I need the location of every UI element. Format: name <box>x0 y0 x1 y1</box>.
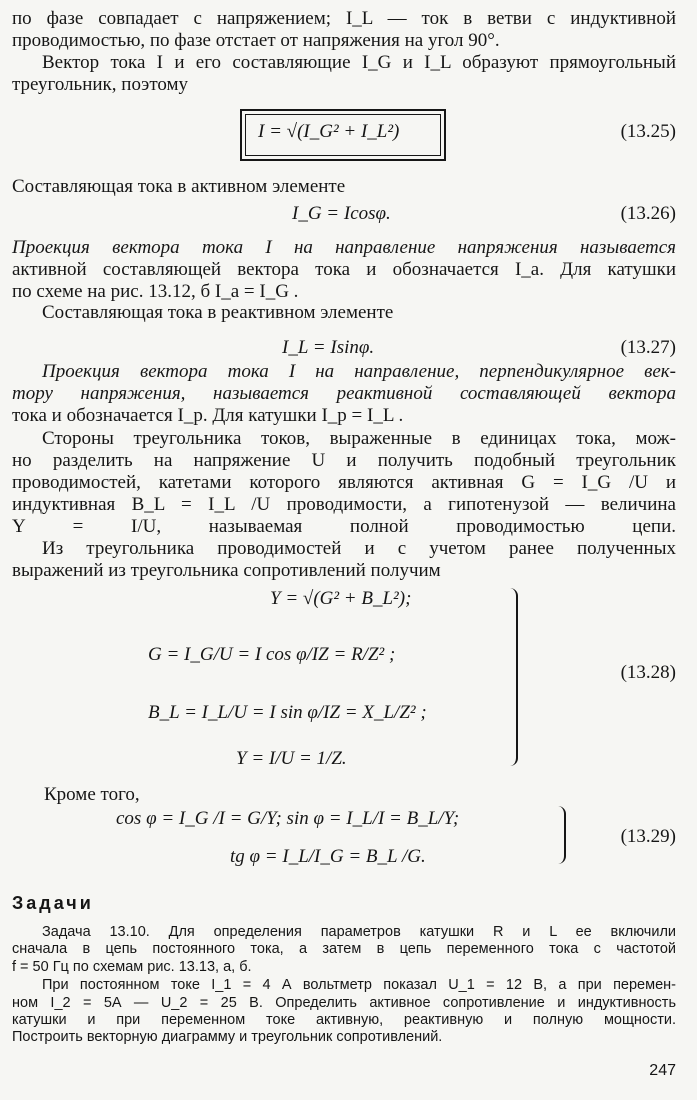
text-line: тору напряжения, называется реактивной составляющей вектора <box>12 383 676 404</box>
formula-13-28-y: Y = I/U = 1/Z. <box>236 748 347 769</box>
section-heading: Задачи <box>12 893 94 913</box>
task-line: катушки и при переменном токе активную, реактивную и полную мощности. <box>12 1012 676 1028</box>
equation-number: (13.25) <box>620 121 676 142</box>
task-line: Задача 13.10. Для определения параметров катушки R и L ее включили <box>42 924 676 940</box>
text-line: Составляющая тока в активном элементе <box>12 176 346 197</box>
text-line: проводимостью, по фазе отстает от напряжения на угол 90°. <box>12 30 500 51</box>
text-line: Составляющая тока в реактивном элементе <box>42 302 394 323</box>
formula-13-27: I_L = Isinφ. <box>282 337 375 358</box>
text-line: Y = I/U, называемая полной проводимостью цепи. <box>12 516 676 537</box>
text-line: треугольник, поэтому <box>12 74 189 95</box>
formula-13-25: I = √(I_G² + I_L²) <box>258 121 400 142</box>
text-line: активной составляющей вектора тока и обозначается I_а. Для катушки <box>12 259 676 280</box>
text-line: но разделить на напряжение U и получить подобный треугольник <box>12 450 676 471</box>
equation-number: (13.27) <box>620 337 676 358</box>
task-line: При постоянном токе I_1 = 4 А вольтметр показал U_1 = 12 В, а при перемен- <box>42 977 676 993</box>
text-line: Стороны треугольника токов, выраженные в единицах тока, мож- <box>42 428 676 449</box>
text-line: выражений из треугольника сопротивлений получим <box>12 560 441 581</box>
formula-13-26: I_G = Icosφ. <box>292 203 391 224</box>
text-line: по схеме на рис. 13.12, б I_а = I_G . <box>12 281 299 302</box>
text-line: Проекция вектора тока I на направление, перпендикулярное век- <box>42 361 676 382</box>
text-line: Проекция вектора тока I на направление напряжения называется <box>12 237 676 258</box>
equation-number: (13.29) <box>620 826 676 847</box>
formula-13-28-g: G = I_G/U = I cos φ/IZ = R/Z² ; <box>148 644 396 665</box>
formula-13-29-tg: tg φ = I_L/I_G = B_L /G. <box>230 846 426 867</box>
text-line: по фазе совпадает с напряжением; I_L — ток в ветви с индуктивной <box>12 8 676 29</box>
page-number: 247 <box>649 1062 676 1079</box>
task-line: Построить векторную диаграмму и треугольник сопротивлений. <box>12 1029 443 1045</box>
brace <box>558 806 566 864</box>
equation-number: (13.28) <box>620 662 676 683</box>
task-line: f = 50 Гц по схемам рис. 13.13, а, б. <box>12 959 252 975</box>
text-line: Кроме того, <box>44 784 140 805</box>
formula-13-29-cos-sin: cos φ = I_G /I = G/Y; sin φ = I_L/I = B_L/Y; <box>116 808 460 829</box>
formula-13-28-bl: B_L = I_L/U = I sin φ/IZ = X_L/Z² ; <box>148 702 427 723</box>
text-line: индуктивная B_L = I_L /U проводимости, а гипотенузой — величина <box>12 494 676 515</box>
task-line: ном I_2 = 5А — U_2 = 25 В. Определить активное сопротивление и индуктивность <box>12 995 676 1011</box>
text-line: проводимостей, катетами которого являются активная G = I_G /U и <box>12 472 676 493</box>
text-line: тока и обозначается I_р. Для катушки I_р = I_L . <box>12 405 404 426</box>
formula-13-28-y-root: Y = √(G² + B_L²); <box>270 588 412 609</box>
text-line: Вектор тока I и его составляющие I_G и I_L образуют прямоугольный <box>42 52 676 73</box>
brace <box>510 588 518 766</box>
task-line: сначала в цепь постоянного тока, а затем в цепь переменного тока с частотой <box>12 941 676 957</box>
equation-number: (13.26) <box>620 203 676 224</box>
text-line: Из треугольника проводимостей и с учетом ранее полученных <box>42 538 676 559</box>
